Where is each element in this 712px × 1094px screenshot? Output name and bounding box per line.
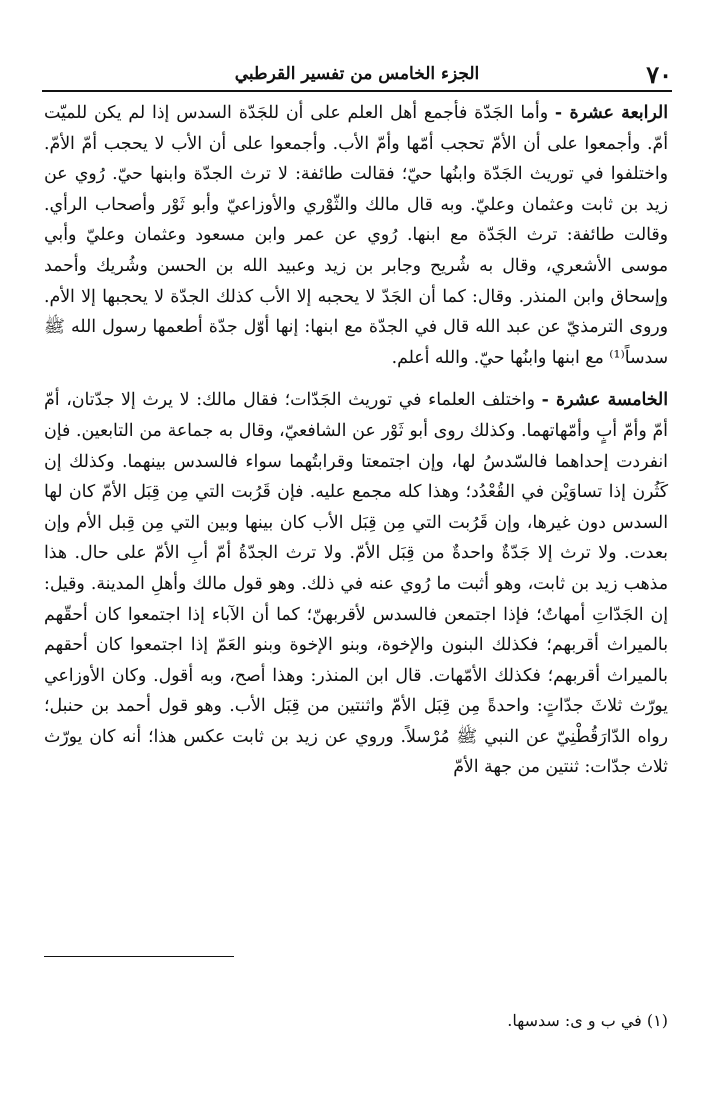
page-number: ٧٠ bbox=[646, 60, 672, 89]
paragraph-fourteenth bbox=[44, 98, 668, 373]
footnote-divider bbox=[44, 956, 234, 957]
footnote: (١) في ب و ى: سدسها. bbox=[507, 1011, 668, 1030]
paragraph-heading: الخامسة عشرة - bbox=[541, 390, 668, 411]
paragraph-heading: الرابعة عشرة - bbox=[554, 103, 668, 123]
paragraph-text: وأما الجَدّة فأجمع أهل العلم على أن للجَدّة السدس إذا لم يكن للميّت أمّ. وأجمعوا على أن الأمّ تحجب أمّها وأمّ الأب. وأجمعوا على أن الأب لا يحجب أمّ الأمّ. واختلفوا في توريث الجَدّة وابنُها حيّ؛ فقالت طائفة: لا ترث الجدّة وابنها حيّ. رُوي عن زيد بن ثابت وعثمان وعليّ. وبه قال مالك والثّوْري والأوزاعيّ وأبو ثَوْر وأصحاب الرأي. وقالت طائفة: ترث الجَدّة مع ابنها. رُوي عن عمر وابن مسعود وعثمان وعليّ وأبي موسى الأشعري، وقال به شُريح وجابر بن زيد وعبيد الله بن الحسن وشُريك وأحمد وإسحاق وابن المنذر. وقال: كما أن الجَدّ لا يحجبه إلا الأب كذلك الجدّة لا يحجبها إلا الأم. وروى الترمذيّ عن عبد الله قال في الجدّة مع ابنها: إنها أوّل جدّة أطعمها رسول الله ﷺ سدساً⁽¹⁾ مع ابنها وابنُها حيّ. والله أعلم. bbox=[44, 103, 668, 368]
body-text bbox=[44, 98, 668, 783]
paragraph-text: واختلف العلماء في توريث الجَدّات؛ فقال مالك: لا يرث إلا جدّتان، أمّ أمّ وأمّ أبٍ وأمّهاتهما. وكذلك روى أبو ثَوْر عن الشافعيّ، وقال به جماعة من التابعين. فإن انفردت إحداهما فالسّدسُ لها، وإن اجتمعتا وقرابتُهما سواء فالسدس بينهما. وكذلك إن كَثُرن إذا تساوَيْن في القُعْدُد؛ وهذا كله مجمع عليه. فإن قَرُبت التي مِن قِبَل الأمّ كان لها السدس دون غيرها، وإن قَرُبت التي مِن قِبَل الأب كان بينها وبين التي مِن قِبل الأم وإن بعدت. ولا ترث إلا جَدّةٌ واحدةٌ من قِبَل الأمّ. ولا ترث الجدّةُ أمّ أبِ الأمّ على حال. هذا مذهب زيد بن ثابت، وهو أثبت ما رُوي عنه في ذلك. وهو قول مالك وأهلِ المدينة. وقيل: إن الجَدّاتِ أمهاتٌ؛ فإذا اجتمعن فالسدس لأقربهنّ؛ كما أن الآباء إذا اجتمعوا كان أحقّهم بالميراث أقربهم؛ فكذلك البنون والإخوة، وبنو الإخوة وبنو العَمّ إذا اجتمعوا كان أحقهم بالميراث أقربهم؛ فكذلك الأمّهات. قال ابن المنذر: وهذا أصح، وبه أقول. وكان الأوزاعي يورّث ثلاثَ جدّاتٍ: واحدةً مِن قِبَل الأمّ واثنتين من قِبَل الأب. وهو قول أحمد بن حنبل؛ رواه الدّارَقُطْنِيّ عن النبي ﷺ مُرْسلاً. وروي عن زيد بن ثابت عكس هذا؛ أنه كان يورّث ثلاث جدّات: ثنتين من جهة الأمّ bbox=[44, 390, 668, 778]
page-header bbox=[42, 56, 672, 92]
paragraph-fifteenth bbox=[44, 385, 668, 783]
running-title: الجزء الخامس من تفسير القرطبي bbox=[234, 64, 480, 84]
